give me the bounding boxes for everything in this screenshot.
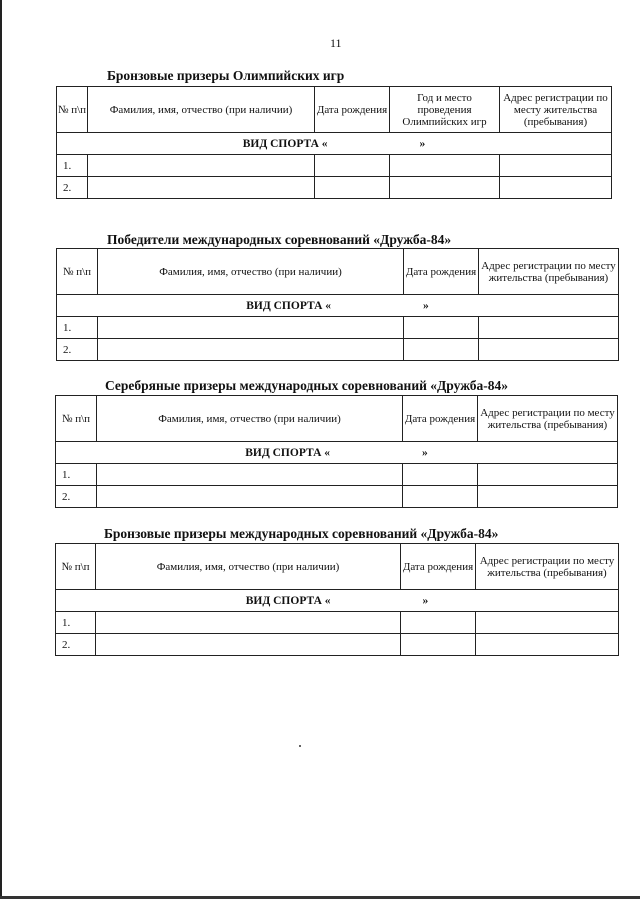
row-number: 2. <box>56 486 97 508</box>
cell-address[interactable] <box>479 339 619 361</box>
col-address-header: Адрес регистрации по месту жительства (пребывания) <box>500 87 612 133</box>
cell-fullname[interactable] <box>97 464 403 486</box>
table-row <box>57 155 612 177</box>
cell-birthdate[interactable] <box>403 486 478 508</box>
cell-fullname[interactable] <box>96 612 401 634</box>
cell-address[interactable] <box>476 612 619 634</box>
row-number: 1. <box>56 612 96 634</box>
col-address-header: Адрес регистрации по месту жительства (пребывания) <box>476 544 619 590</box>
col-number-header: № п\п <box>57 87 88 133</box>
table-row <box>56 634 619 656</box>
scan-speck <box>299 745 301 747</box>
cell-birthdate[interactable] <box>315 155 390 177</box>
table-header-row <box>56 396 618 442</box>
sport-row <box>56 590 619 612</box>
sport-label: ВИД СПОРТА « » <box>57 133 612 155</box>
cell-birthdate[interactable] <box>401 634 476 656</box>
table-row <box>57 317 619 339</box>
row-number: 1. <box>56 464 97 486</box>
table-header-row <box>56 544 619 590</box>
druzhba-bronze-table <box>55 543 619 656</box>
col-birthdate-header: Дата рождения <box>403 396 478 442</box>
scan-edge <box>0 0 2 899</box>
sport-row <box>56 442 618 464</box>
section-title-druzhba-winners: Победители международных соревнований «Дружба-84» <box>107 232 452 247</box>
cell-birthdate[interactable] <box>404 339 479 361</box>
cell-games[interactable] <box>390 155 500 177</box>
col-birthdate-header: Дата рождения <box>315 87 390 133</box>
col-fullname-header: Фамилия, имя, отчество (при наличии) <box>96 544 401 590</box>
section-title-druzhba-bronze: Бронзовые призеры международных соревнований «Дружба-84» <box>104 526 499 541</box>
col-address-header: Адрес регистрации по месту жительства (пребывания) <box>479 249 619 295</box>
table-row <box>56 464 618 486</box>
col-number-header: № п\п <box>57 249 98 295</box>
col-number-header: № п\п <box>56 544 96 590</box>
sport-label: ВИД СПОРТА « » <box>57 295 619 317</box>
table-header-row <box>57 249 619 295</box>
cell-address[interactable] <box>479 317 619 339</box>
col-fullname-header: Фамилия, имя, отчество (при наличии) <box>97 396 403 442</box>
sport-row <box>57 295 619 317</box>
table-row <box>56 486 618 508</box>
sport-row <box>57 133 612 155</box>
cell-games[interactable] <box>390 177 500 199</box>
cell-address[interactable] <box>500 177 612 199</box>
cell-fullname[interactable] <box>97 486 403 508</box>
druzhba-silver-table <box>55 395 618 508</box>
row-number: 2. <box>57 177 88 199</box>
table-header-row <box>57 87 612 133</box>
cell-birthdate[interactable] <box>404 317 479 339</box>
cell-fullname[interactable] <box>98 317 404 339</box>
cell-fullname[interactable] <box>96 634 401 656</box>
table-row <box>56 612 619 634</box>
sport-label: ВИД СПОРТА « » <box>56 442 618 464</box>
section-title-olympic-bronze: Бронзовые призеры Олимпийских игр <box>107 68 345 83</box>
cell-birthdate[interactable] <box>315 177 390 199</box>
col-games-header: Год и место проведения Олимпийских игр <box>390 87 500 133</box>
cell-address[interactable] <box>478 486 618 508</box>
section-title-druzhba-silver: Серебряные призеры международных соревнований «Дружба-84» <box>105 378 509 393</box>
col-fullname-header: Фамилия, имя, отчество (при наличии) <box>98 249 404 295</box>
cell-address[interactable] <box>476 634 619 656</box>
page-number: 11 <box>330 36 342 50</box>
col-number-header: № п\п <box>56 396 97 442</box>
cell-fullname[interactable] <box>88 177 315 199</box>
cell-fullname[interactable] <box>98 339 404 361</box>
col-address-header: Адрес регистрации по месту жительства (пребывания) <box>478 396 618 442</box>
col-fullname-header: Фамилия, имя, отчество (при наличии) <box>88 87 315 133</box>
row-number: 2. <box>57 339 98 361</box>
col-birthdate-header: Дата рождения <box>404 249 479 295</box>
row-number: 1. <box>57 317 98 339</box>
sport-label: ВИД СПОРТА « » <box>56 590 619 612</box>
druzhba-winners-table <box>56 248 619 361</box>
row-number: 1. <box>57 155 88 177</box>
col-birthdate-header: Дата рождения <box>401 544 476 590</box>
cell-birthdate[interactable] <box>401 612 476 634</box>
cell-birthdate[interactable] <box>403 464 478 486</box>
table-row <box>57 339 619 361</box>
table-row <box>57 177 612 199</box>
cell-address[interactable] <box>500 155 612 177</box>
olympic-bronze-table <box>56 86 612 199</box>
row-number: 2. <box>56 634 96 656</box>
cell-fullname[interactable] <box>88 155 315 177</box>
cell-address[interactable] <box>478 464 618 486</box>
